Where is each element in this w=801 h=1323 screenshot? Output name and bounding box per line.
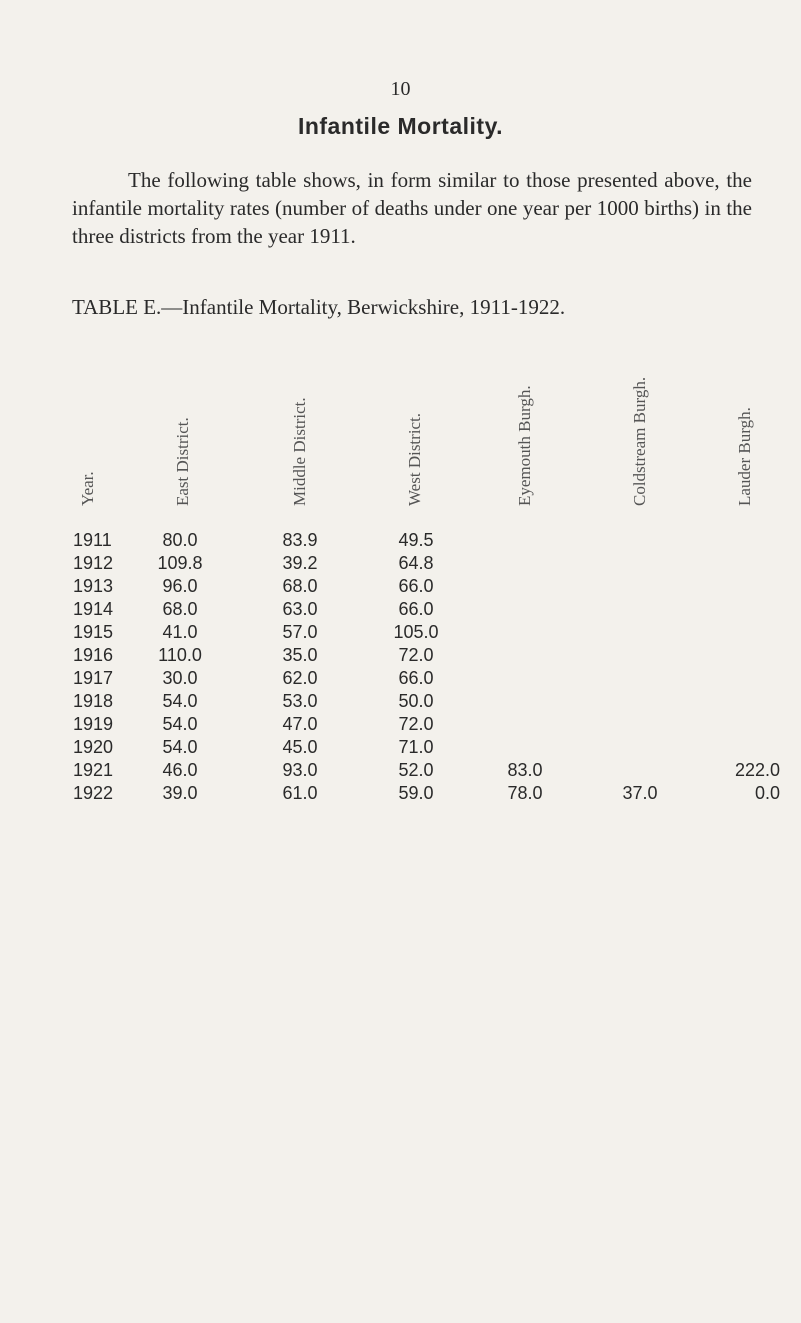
column-header-lauder-burgh: Lauder Burgh. (735, 407, 754, 506)
cell-east: 80.0 (162, 530, 198, 550)
table-row (0, 714, 801, 737)
table-row (0, 668, 801, 691)
cell-eyemouth: 83.0 (507, 760, 543, 780)
intro-paragraph: The following table shows, in form similar to those presented above, the infantile mortality rates (number of deaths under one year per 1000 births) in the three districts from the year 1911. (72, 168, 752, 248)
column-header-west-district: West District. (405, 412, 424, 506)
table-row (0, 576, 801, 599)
cell-middle: 39.2 (282, 553, 318, 573)
cell-west: 52.0 (398, 760, 434, 780)
cell-east: 39.0 (162, 783, 198, 803)
cell-year: 1916 (73, 645, 114, 665)
cell-west: 64.8 (398, 553, 434, 573)
cell-east: 54.0 (162, 737, 198, 757)
table-row (0, 783, 801, 806)
cell-middle: 63.0 (282, 599, 318, 619)
table-row (0, 760, 801, 783)
cell-middle: 83.9 (282, 530, 318, 550)
cell-east: 109.8 (157, 553, 203, 573)
column-header-east-district: East District. (173, 417, 192, 506)
cell-west: 72.0 (398, 645, 434, 665)
column-header-coldstream-burgh: Coldstream Burgh. (630, 376, 649, 506)
cell-west: 50.0 (398, 691, 434, 711)
table-row (0, 530, 801, 553)
cell-middle: 45.0 (282, 737, 318, 757)
cell-west: 66.0 (398, 668, 434, 688)
cell-west: 66.0 (398, 599, 434, 619)
cell-lauder: 222.0 (734, 760, 780, 780)
cell-middle: 68.0 (282, 576, 318, 596)
cell-west: 49.5 (398, 530, 434, 550)
cell-middle: 61.0 (282, 783, 318, 803)
page-number: 10 (390, 78, 411, 100)
cell-west: 66.0 (398, 576, 434, 596)
cell-east: 96.0 (162, 576, 198, 596)
cell-year: 1917 (73, 668, 114, 688)
table-row (0, 553, 801, 576)
cell-east: 54.0 (162, 691, 198, 711)
cell-year: 1918 (73, 691, 114, 711)
table-body (0, 530, 801, 806)
cell-year: 1920 (73, 737, 114, 757)
table-title: TABLE E.—Infantile Mortality, Berwickshire, 1911-1922. (72, 295, 566, 319)
cell-east: 54.0 (162, 714, 198, 734)
cell-middle: 62.0 (282, 668, 318, 688)
table-row (0, 737, 801, 760)
column-header-year: Year. (78, 471, 97, 506)
cell-west: 105.0 (393, 622, 439, 642)
cell-middle: 57.0 (282, 622, 318, 642)
cell-year: 1913 (73, 576, 114, 596)
cell-coldstream: 37.0 (622, 783, 658, 803)
column-header-middle-district: Middle District. (290, 397, 309, 506)
cell-west: 72.0 (398, 714, 434, 734)
cell-middle: 53.0 (282, 691, 318, 711)
cell-west: 59.0 (398, 783, 434, 803)
cell-eyemouth: 78.0 (507, 783, 543, 803)
cell-year: 1922 (73, 783, 114, 803)
table-row (0, 645, 801, 668)
table-row (0, 622, 801, 645)
section-heading: Infantile Mortality. (297, 113, 504, 139)
cell-east: 30.0 (162, 668, 198, 688)
cell-year: 1921 (73, 760, 114, 780)
cell-year: 1919 (73, 714, 114, 734)
cell-east: 41.0 (162, 622, 198, 642)
table-row (0, 599, 801, 622)
cell-lauder: 0.0 (754, 783, 780, 803)
table-row (0, 691, 801, 714)
column-header-eyemouth-burgh: Eyemouth Burgh. (515, 385, 534, 506)
cell-middle: 93.0 (282, 760, 318, 780)
cell-year: 1911 (73, 530, 112, 550)
cell-east: 110.0 (158, 645, 202, 665)
cell-east: 46.0 (162, 760, 198, 780)
cell-east: 68.0 (162, 599, 198, 619)
cell-year: 1914 (73, 599, 114, 619)
cell-year: 1915 (73, 622, 114, 642)
cell-middle: 35.0 (282, 645, 318, 665)
cell-middle: 47.0 (282, 714, 318, 734)
cell-year: 1912 (73, 553, 114, 573)
cell-west: 71.0 (398, 737, 434, 757)
